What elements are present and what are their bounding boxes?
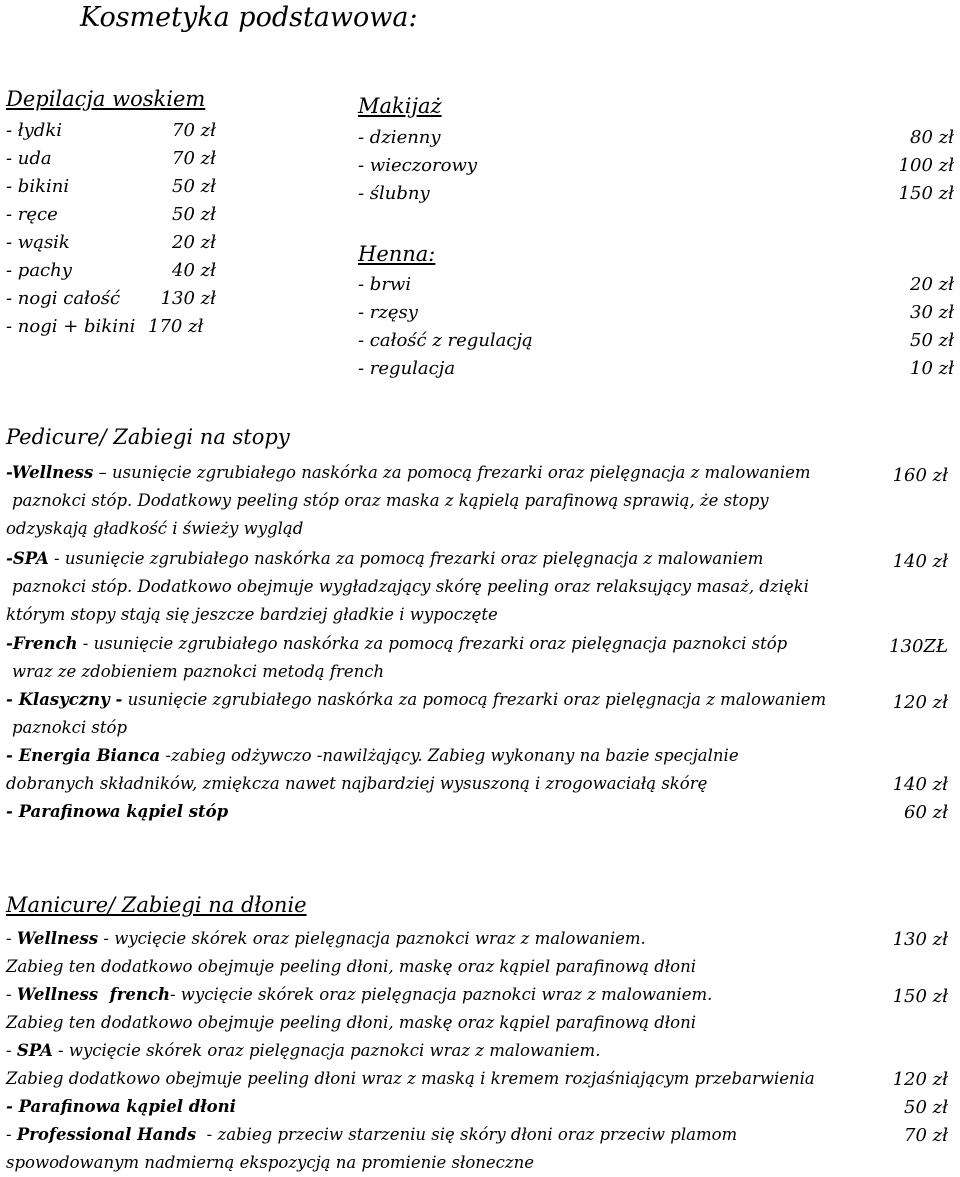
pedicure-wellness-line2: paznokci stóp. Dodatkowy peeling stóp oraz maska z kąpielą parafinową sprawią, że stopy [12, 491, 769, 510]
item-label: - bikini [6, 176, 70, 197]
item-price: 50 zł [172, 176, 216, 197]
pedicure-spa-line1 [6, 545, 763, 573]
manicure-professional-price: 70 zł [904, 1125, 948, 1146]
manicure-heading: Manicure/ Zabiegi na dłonie [6, 893, 307, 917]
service-name: -French [6, 634, 78, 653]
item-price: 150 zł [898, 183, 954, 204]
manicure-parafina-price: 50 zł [904, 1097, 948, 1118]
depilacja-heading: Depilacja woskiem [6, 87, 206, 111]
service-desc: - usunięcie zgrubiałego naskórka za pomocą frezarki oraz pielęgnacja paznokci stóp [77, 634, 788, 653]
makijaz-item [358, 180, 954, 208]
pedicure-french-line2: wraz ze zdobieniem paznokci metodą french [12, 662, 385, 681]
service-desc: - usunięcie zgrubiałego naskórka za pomocą frezarki oraz pielęgnacja z malowaniem [48, 549, 764, 568]
pedicure-heading: Pedicure/ Zabiegi na stopy [6, 425, 290, 449]
service-name: -Wellness [6, 463, 94, 482]
item-label: - wąsik [6, 232, 70, 253]
manicure-wellness-french-line2: Zabieg ten dodatkowo obejmuje peeling dłoni, maskę oraz kąpiel parafinową dłoni [6, 1013, 696, 1032]
service-desc: - wycięcie skórek oraz pielęgnacja paznokci wraz z malowaniem. [98, 929, 646, 948]
service-name: - Klasyczny - [6, 690, 123, 709]
pedicure-spa-line3: którym stopy stają się jeszcze bardziej gładkie i wypoczęte [6, 605, 498, 624]
item-label: - całość z regulacją [358, 330, 533, 351]
service-prefix: - [6, 929, 17, 948]
manicure-professional-line1 [6, 1121, 737, 1149]
pedicure-energia-price: 140 zł [892, 774, 948, 795]
henna-item [358, 299, 954, 327]
item-label: - uda [6, 148, 52, 169]
item-label: - pachy [6, 260, 72, 281]
service-prefix: - [6, 1125, 17, 1144]
manicure-wellness-french-price: 150 zł [892, 986, 948, 1007]
item-price: 80 zł [910, 127, 954, 148]
manicure-wellness-line1 [6, 925, 646, 953]
item-label: - wieczorowy [358, 155, 478, 176]
pedicure-wellness-line3: odzyskają gładkość i świeży wygląd [6, 519, 304, 538]
pedicure-energia-line1 [6, 742, 739, 770]
item-price: 10 zł [910, 358, 954, 379]
pedicure-wellness-price: 160 zł [892, 465, 948, 486]
item-price: 20 zł [172, 232, 216, 253]
pedicure-klasyczny-line2: paznokci stóp [12, 718, 128, 737]
item-label: - ręce [6, 204, 58, 225]
henna-heading: Henna: [358, 242, 436, 266]
service-name: Wellness french [16, 985, 170, 1004]
pedicure-klasyczny-line1 [6, 686, 826, 714]
service-desc: – usunięcie zgrubiałego naskórka za pomocą frezarki oraz pielęgnacja z malowaniem [93, 463, 811, 482]
item-label: - rzęsy [358, 302, 418, 323]
item-label: - nogi całość [6, 288, 121, 309]
pedicure-french-price: 130ZŁ [889, 636, 948, 657]
henna-item [358, 271, 954, 299]
item-label: - regulacja [358, 358, 456, 379]
pedicure-energia-line2: dobranych składników, zmiękcza nawet najbardziej wysuszoną i zrogowaciałą skórę [6, 774, 708, 793]
service-name: Professional Hands [16, 1125, 197, 1144]
page-title: Kosmetyka podstawowa: [80, 2, 418, 33]
depilacja-item [6, 117, 216, 145]
henna-item [358, 327, 954, 355]
item-price: 20 zł [910, 274, 954, 295]
pedicure-french-line1 [6, 630, 787, 658]
service-desc: usunięcie zgrubiałego naskórka za pomocą frezarki oraz pielęgnacja z malowaniem [122, 690, 827, 709]
pedicure-spa-price: 140 zł [892, 551, 948, 572]
pedicure-klasyczny-price: 120 zł [892, 692, 948, 713]
manicure-wellness-price: 130 zł [892, 929, 948, 950]
manicure-parafina-name: - Parafinowa kąpiel dłoni [6, 1097, 236, 1116]
item-price: 50 zł [910, 330, 954, 351]
makijaz-list [358, 124, 954, 208]
depilacja-item [6, 145, 216, 173]
item-label: - nogi + bikini [6, 316, 136, 337]
depilacja-item [6, 285, 216, 313]
manicure-spa-line1 [6, 1037, 600, 1065]
item-label: - brwi [358, 274, 412, 295]
pedicure-parafina-name: - Parafinowa kąpiel stóp [6, 802, 229, 821]
pedicure-spa-line2: paznokci stóp. Dodatkowo obejmuje wygładzający skórę peeling oraz relaksujący masaż, dzięki [12, 577, 809, 596]
item-price: 100 zł [898, 155, 954, 176]
service-prefix: - [6, 985, 17, 1004]
manicure-spa-price: 120 zł [892, 1069, 948, 1090]
item-price: 30 zł [910, 302, 954, 323]
service-name: SPA [16, 1041, 53, 1060]
service-name: Wellness [16, 929, 99, 948]
makijaz-item [358, 152, 954, 180]
item-label: - łydki [6, 120, 62, 141]
item-price: 40 zł [172, 260, 216, 281]
depilacja-item [6, 257, 216, 285]
depilacja-item [6, 173, 216, 201]
manicure-wellness-french-line1 [6, 981, 712, 1009]
henna-item [358, 355, 954, 383]
depilacja-list [6, 117, 216, 341]
item-label: - ślubny [358, 183, 430, 204]
makijaz-item [358, 124, 954, 152]
item-price: 70 zł [172, 148, 216, 169]
manicure-wellness-line2: Zabieg ten dodatkowo obejmuje peeling dłoni, maskę oraz kąpiel parafinową dłoni [6, 957, 696, 976]
service-prefix: - [6, 1041, 17, 1060]
service-name: -SPA [6, 549, 49, 568]
depilacja-item [6, 313, 216, 341]
henna-list [358, 271, 954, 383]
item-price: 130 zł [160, 288, 216, 309]
depilacja-item [6, 201, 216, 229]
manicure-spa-line2: Zabieg dodatkowo obejmuje peeling dłoni wraz z maską i kremem rozjaśniającym przebarwienia [6, 1069, 815, 1088]
makijaz-heading: Makijaż [358, 94, 442, 118]
depilacja-item [6, 229, 216, 257]
item-price: 170 zł [148, 316, 204, 337]
service-desc: - wycięcie skórek oraz pielęgnacja paznokci wraz z malowaniem. [169, 985, 713, 1004]
service-name: - Energia Bianca [6, 746, 161, 765]
item-price: 70 zł [172, 120, 216, 141]
pedicure-parafina-price: 60 zł [904, 802, 948, 823]
service-desc: -zabieg odżywczo -nawilżający. Zabieg wykonany na bazie specjalnie [160, 746, 739, 765]
item-price: 50 zł [172, 204, 216, 225]
item-label: - dzienny [358, 127, 441, 148]
service-desc: - zabieg przeciw starzeniu się skóry dłoni oraz przeciw plamom [196, 1125, 738, 1144]
pedicure-wellness-line1 [6, 459, 811, 487]
manicure-professional-line2: spowodowanym nadmierną ekspozycją na promienie słoneczne [6, 1153, 534, 1172]
service-desc: - wycięcie skórek oraz pielęgnacja paznokci wraz z malowaniem. [52, 1041, 601, 1060]
